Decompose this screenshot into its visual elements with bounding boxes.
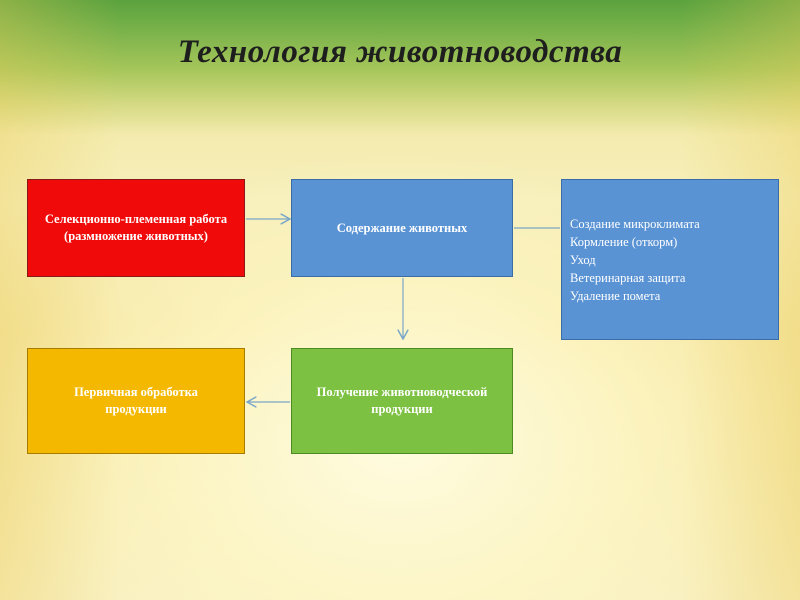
task-item: Создание микроклимата bbox=[570, 217, 700, 231]
node-animal-keeping bbox=[291, 179, 513, 277]
node-processing-label: Первичная обработка продукции bbox=[74, 385, 198, 416]
node-primary-processing bbox=[27, 348, 245, 454]
slide-title: Технология животноводства bbox=[177, 34, 623, 70]
task-item: Удаление помета bbox=[570, 289, 661, 303]
node-selection-breeding bbox=[27, 179, 245, 277]
node-obtaining-products bbox=[291, 348, 513, 454]
node-keeping-label: Содержание животных bbox=[336, 220, 468, 235]
task-item: Кормление (откорм) bbox=[570, 235, 678, 249]
task-item: Ветеринарная защита bbox=[570, 271, 686, 285]
node-selection-label: Селекционно-племенная работа (размножение животных) bbox=[44, 212, 228, 243]
node-obtaining-label: Получение животноводческой продукции bbox=[316, 385, 488, 416]
keeping-tasks-list bbox=[570, 215, 700, 305]
task-item: Уход bbox=[570, 253, 596, 267]
node-keeping-tasks bbox=[561, 179, 779, 340]
